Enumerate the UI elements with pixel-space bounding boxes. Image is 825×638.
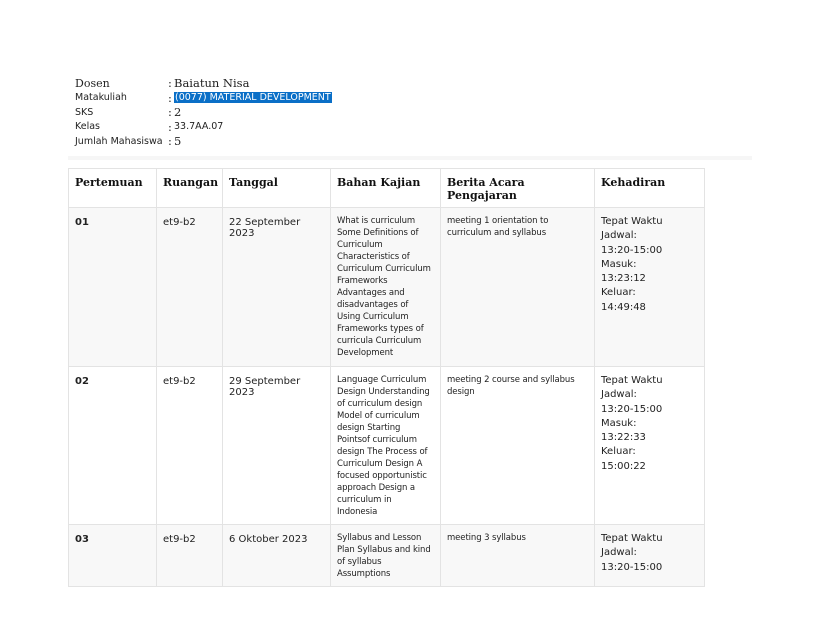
kehadiran-status: Tepat Waktu — [601, 533, 663, 544]
cell-tanggal: 22 September 2023 — [223, 208, 331, 367]
masuk-value: 13:23:12 — [601, 273, 646, 285]
keluar-label: Keluar: — [601, 287, 636, 299]
jadwal-value: 13:20-15:00 — [601, 244, 663, 256]
info-row-jumlah — [75, 134, 332, 149]
cell-kehadiran — [595, 208, 705, 367]
cell-bahan-kajian: Syllabus and Lesson Plan Syllabus and kind of syllabus Assumptions — [331, 525, 441, 587]
table-header-row — [69, 169, 705, 208]
header-tanggal: Tanggal — [223, 169, 331, 208]
info-row-sks — [75, 105, 332, 120]
jadwal-label: Jadwal: — [601, 230, 637, 242]
kelas-label: Kelas — [75, 121, 101, 133]
matakuliah-value: (0077) MATERIAL DEVELOPMENT — [175, 92, 331, 104]
separator: : — [168, 134, 172, 149]
sks-label: SKS — [75, 106, 94, 118]
cell-ruangan: et9-b2 — [157, 367, 223, 525]
sks-value: 2 — [174, 105, 182, 120]
kehadiran-status: Tepat Waktu — [601, 216, 663, 227]
cell-ruangan: et9-b2 — [157, 208, 223, 367]
jadwal-value: 13:20-15:00 — [601, 403, 663, 415]
table-row — [69, 208, 705, 367]
cell-berita-acara: meeting 1 orientation to curriculum and syllabus — [441, 208, 595, 367]
cell-kehadiran — [595, 525, 705, 587]
jadwal-label: Jadwal: — [601, 547, 637, 559]
kehadiran-status: Tepat Waktu — [601, 375, 663, 386]
masuk-label: Masuk: — [601, 258, 637, 270]
header-bahan-kajian: Bahan Kajian — [331, 169, 441, 208]
divider — [68, 156, 752, 160]
jumlah-value: 5 — [174, 134, 182, 149]
cell-bahan-kajian: Language Curriculum Design Understanding of curriculum design Model of curriculum design Starting Pointsof curriculum design The Process of Curriculum Design A focused opportunistic approach Design a curriculum in Indonesia — [331, 367, 441, 525]
jadwal-value: 13:20-15:00 — [601, 561, 663, 573]
separator: : — [168, 105, 172, 120]
matakuliah-label: Matakuliah — [75, 92, 127, 104]
keluar-value: 15:00:22 — [601, 460, 646, 472]
cell-tanggal: 29 September 2023 — [223, 367, 331, 525]
jumlah-label: Jumlah Mahasiswa — [75, 135, 163, 147]
separator: : — [168, 76, 172, 91]
cell-pertemuan: 02 — [69, 367, 157, 525]
header-ruangan: Ruangan — [157, 169, 223, 208]
dosen-value: Baiatun Nisa — [174, 76, 250, 91]
info-row-kelas — [75, 120, 332, 135]
dosen-label: Dosen — [75, 76, 110, 90]
table-row — [69, 367, 705, 525]
info-row-dosen — [75, 76, 332, 91]
course-info — [75, 76, 332, 149]
table-row — [69, 525, 705, 587]
separator: : — [168, 90, 172, 105]
cell-ruangan: et9-b2 — [157, 525, 223, 587]
cell-tanggal: 6 Oktober 2023 — [223, 525, 331, 587]
keluar-value: 14:49:48 — [601, 301, 646, 313]
separator: : — [168, 119, 172, 134]
cell-berita-acara: meeting 3 syllabus — [441, 525, 595, 587]
jadwal-label: Jadwal: — [601, 389, 637, 401]
header-pertemuan: Pertemuan — [69, 169, 157, 208]
cell-pertemuan: 03 — [69, 525, 157, 587]
cell-bahan-kajian: What is curriculum Some Definitions of Curriculum Characteristics of Curriculum Curriculum Frameworks Advantages and disadvantages of Using Curriculum Frameworks types of curricula Curriculum Development — [331, 208, 441, 367]
keluar-label: Keluar: — [601, 446, 636, 458]
header-kehadiran: Kehadiran — [595, 169, 705, 208]
masuk-value: 13:22:33 — [601, 432, 646, 444]
attendance-table — [68, 168, 705, 587]
masuk-label: Masuk: — [601, 417, 637, 429]
kelas-value: 33.7AA.07 — [174, 121, 224, 133]
info-row-matakuliah — [75, 91, 332, 106]
header-berita-acara: Berita Acara Pengajaran — [441, 169, 595, 208]
cell-kehadiran — [595, 367, 705, 525]
cell-berita-acara: meeting 2 course and syllabus design — [441, 367, 595, 525]
cell-pertemuan: 01 — [69, 208, 157, 367]
